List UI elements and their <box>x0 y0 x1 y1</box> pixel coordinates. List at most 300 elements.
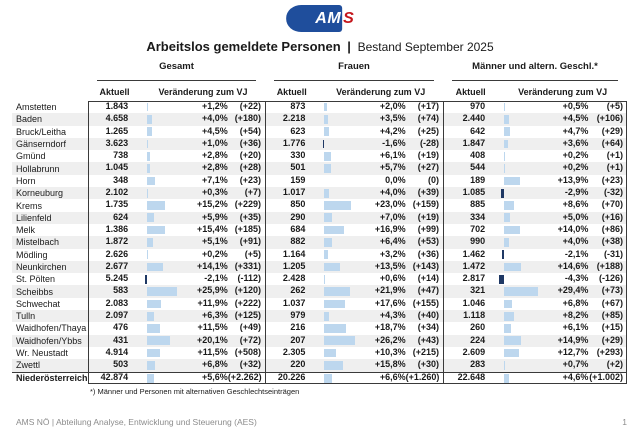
abs-change-maenner: (+1.002) <box>589 372 623 383</box>
databar-icon <box>504 361 505 370</box>
databar-cell <box>141 199 185 211</box>
abs-change-frauen: (+215) <box>412 346 439 357</box>
databar-icon <box>504 140 508 149</box>
sub-header-row <box>12 83 627 101</box>
databar-icon <box>504 103 505 112</box>
page-title-subtitle: Bestand September 2025 <box>357 40 494 54</box>
value-frauen: 2.305 <box>282 346 306 357</box>
value-frauen: 20.226 <box>277 372 306 383</box>
value-maenner: 321 <box>470 285 486 296</box>
cell-group-gesamt <box>88 101 265 113</box>
databar-cell <box>318 175 363 187</box>
cell-group-gesamt <box>88 285 265 297</box>
col-header-veraenderung: Veränderung zum VJ <box>336 87 426 97</box>
databar-icon <box>324 287 349 296</box>
abs-change-gesamt: (+35) <box>239 211 261 222</box>
databar-icon <box>147 140 148 149</box>
databar-cell <box>141 224 185 236</box>
value-maenner: 2.440 <box>462 113 486 124</box>
group-header-frauen <box>265 61 443 83</box>
cell-group-frauen <box>265 335 443 347</box>
pct-change-gesamt: +6,8% <box>202 359 228 370</box>
value-maenner: 283 <box>470 359 486 370</box>
pct-change-maenner: +5,0% <box>562 211 589 222</box>
value-frauen: 207 <box>290 334 306 345</box>
table-row <box>12 372 627 384</box>
databar-icon <box>504 263 521 272</box>
databar-icon <box>324 152 331 161</box>
databar-cell <box>498 335 544 347</box>
abs-change-frauen: (+17) <box>417 101 439 111</box>
databar-cell <box>141 310 185 322</box>
pct-change-maenner: +29,4% <box>557 285 589 296</box>
value-frauen: 684 <box>290 223 306 234</box>
databar-icon <box>323 140 325 149</box>
footer-page-number: 1 <box>622 417 627 427</box>
databar-icon <box>324 189 329 198</box>
databar-icon <box>504 336 521 345</box>
databar-cell <box>141 187 185 199</box>
databar-icon <box>324 336 354 345</box>
cell-group-gesamt <box>88 162 265 174</box>
value-frauen: 2.428 <box>282 273 306 284</box>
databar-icon <box>324 349 336 358</box>
cell-group-gesamt <box>88 249 265 261</box>
pct-change-maenner: +6,1% <box>562 322 589 333</box>
databar-icon <box>501 189 504 198</box>
value-maenner: 260 <box>470 322 486 333</box>
value-frauen: 216 <box>290 322 306 333</box>
value-gesamt: 1.386 <box>105 223 129 234</box>
pct-change-gesamt: +4,0% <box>202 113 228 124</box>
sub-header-gesamt <box>88 87 265 97</box>
databar-cell <box>141 101 185 113</box>
pct-change-maenner: +8,2% <box>562 310 589 321</box>
databar-icon <box>147 103 148 112</box>
databar-cell <box>318 347 363 359</box>
col-header-veraenderung: Veränderung zum VJ <box>158 87 248 97</box>
pct-change-frauen: +7,0% <box>379 211 406 222</box>
pct-change-frauen: +3,5% <box>379 113 406 124</box>
abs-change-gesamt: (+180) <box>234 113 261 124</box>
pct-change-frauen: +2,0% <box>379 101 406 111</box>
databar-icon <box>504 201 514 210</box>
databar-cell <box>498 187 544 199</box>
databar-icon <box>504 312 513 321</box>
pct-change-maenner: +4,0% <box>562 236 589 247</box>
value-frauen: 1.205 <box>282 260 306 271</box>
pct-change-gesamt: +15,2% <box>197 199 228 210</box>
table-row <box>12 273 627 285</box>
pct-change-maenner: +14,6% <box>557 260 589 271</box>
value-gesamt: 348 <box>113 174 129 185</box>
table-row <box>12 138 627 150</box>
abs-change-gesamt: (+28) <box>239 162 261 173</box>
pct-change-frauen: +23,0% <box>374 199 406 210</box>
table-row <box>12 359 627 371</box>
databar-cell <box>498 224 544 236</box>
pct-change-gesamt: -2,1% <box>204 273 228 284</box>
pct-change-frauen: +15,8% <box>374 359 406 370</box>
value-maenner: 970 <box>470 101 486 111</box>
district-label: Scheibbs <box>16 286 54 297</box>
table-row <box>12 224 627 236</box>
value-frauen: 873 <box>290 101 306 111</box>
abs-change-frauen: (+19) <box>417 150 439 161</box>
databar-icon <box>147 213 154 222</box>
cell-group-maenner <box>443 138 627 150</box>
abs-change-frauen: (+143) <box>412 260 439 271</box>
table-row <box>12 335 627 347</box>
pct-change-maenner: +14,0% <box>557 223 589 234</box>
value-maenner: 990 <box>470 236 486 247</box>
databar-icon <box>147 177 155 186</box>
cell-group-gesamt <box>88 199 265 211</box>
cell-group-maenner <box>443 347 627 359</box>
table-row <box>12 249 627 261</box>
value-gesamt: 1.843 <box>105 101 129 111</box>
district-label: Neunkirchen <box>16 262 67 272</box>
pct-change-frauen: +10,3% <box>374 346 406 357</box>
cell-group-maenner <box>443 126 627 138</box>
footnote: *) Männer und Personen mit alternativen Geschlechtseinträgen <box>90 386 300 396</box>
databar-cell <box>141 285 185 297</box>
pct-change-frauen: +6,1% <box>379 150 406 161</box>
cell-group-frauen <box>265 101 443 113</box>
value-maenner: 22.648 <box>457 372 486 383</box>
value-frauen: 882 <box>290 236 306 247</box>
district-label: Krems <box>16 200 43 211</box>
databar-cell <box>141 113 185 125</box>
pct-change-gesamt: +20,1% <box>197 334 228 345</box>
abs-change-gesamt: (+7) <box>244 187 261 198</box>
value-frauen: 1.776 <box>282 137 306 148</box>
databar-cell <box>141 273 185 285</box>
table-row <box>12 187 627 199</box>
databar-cell <box>498 101 544 113</box>
page-title-separator: | <box>347 39 351 54</box>
cell-group-gesamt <box>88 298 265 310</box>
value-maenner: 2.609 <box>462 346 486 357</box>
cell-group-gesamt <box>88 138 265 150</box>
databar-icon <box>504 177 520 186</box>
databar-cell <box>318 126 363 138</box>
databar-icon <box>324 324 346 333</box>
cell-group-gesamt <box>88 261 265 273</box>
value-gesamt: 1.045 <box>105 162 129 173</box>
value-frauen: 623 <box>290 125 306 136</box>
cell-group-gesamt <box>88 212 265 224</box>
district-label: Gmünd <box>16 151 46 162</box>
cell-group-maenner <box>443 261 627 273</box>
table-sheet <box>12 61 627 396</box>
databar-icon <box>324 103 326 112</box>
value-frauen: 850 <box>290 199 306 210</box>
cell-group-frauen <box>265 126 443 138</box>
cell-group-gesamt <box>88 359 265 371</box>
value-gesamt: 3.623 <box>105 137 129 148</box>
databar-cell <box>498 347 544 359</box>
databar-cell <box>141 126 185 138</box>
abs-change-frauen: (+14) <box>417 273 439 284</box>
value-maenner: 189 <box>470 174 486 185</box>
abs-change-frauen: (+19) <box>417 211 439 222</box>
cell-group-maenner <box>443 298 627 310</box>
cell-group-frauen <box>265 212 443 224</box>
table-row <box>12 212 627 224</box>
pct-change-maenner: +0,7% <box>562 359 589 370</box>
abs-change-gesamt: (+222) <box>234 297 261 308</box>
databar-icon <box>147 226 165 235</box>
pct-change-gesamt: +0,2% <box>202 248 228 259</box>
databar-icon <box>324 115 328 124</box>
cell-group-gesamt <box>88 175 265 187</box>
table-row <box>12 126 627 138</box>
pct-change-frauen: +4,0% <box>379 187 406 198</box>
pct-change-gesamt: +5,6% <box>202 372 228 383</box>
district-label: Waidhofen/Ybbs <box>16 335 82 346</box>
databar-cell <box>318 212 363 224</box>
cell-group-maenner <box>443 249 627 261</box>
value-maenner: 334 <box>470 211 486 222</box>
cell-group-maenner <box>443 372 627 384</box>
pct-change-gesamt: +2,8% <box>202 162 228 173</box>
footer-department: AMS NÖ | Abteilung Analyse, Entwicklung und Steuerung (AES) <box>16 417 257 427</box>
table-body <box>12 101 627 384</box>
pct-change-gesamt: +14,1% <box>197 260 228 271</box>
cell-group-maenner <box>443 285 627 297</box>
abs-change-maenner: (+67) <box>601 297 623 308</box>
databar-cell <box>318 101 363 113</box>
cell-group-maenner <box>443 212 627 224</box>
pct-change-maenner: -2,1% <box>564 248 589 259</box>
value-frauen: 979 <box>290 310 306 321</box>
abs-change-maenner: (+188) <box>596 260 623 271</box>
cell-group-gesamt <box>88 187 265 199</box>
databar-icon <box>147 300 161 309</box>
district-label: Amstetten <box>16 102 57 113</box>
cell-group-gesamt <box>88 310 265 322</box>
group-header-gesamt-label: Gesamt <box>97 61 256 81</box>
abs-change-gesamt: (+22) <box>239 101 261 111</box>
pct-change-gesamt: +2,8% <box>202 150 228 161</box>
pct-change-frauen: +6,6% <box>379 372 406 383</box>
table-row <box>12 347 627 359</box>
value-frauen: 501 <box>290 162 306 173</box>
abs-change-gesamt: (+91) <box>239 236 261 247</box>
abs-change-gesamt: (+20) <box>239 150 261 161</box>
value-gesamt: 5.245 <box>105 273 129 284</box>
databar-cell <box>318 236 363 248</box>
abs-change-frauen: (-28) <box>419 137 439 148</box>
sub-header-maenner <box>443 87 627 97</box>
pct-change-frauen: +18,7% <box>374 322 406 333</box>
value-maenner: 1.085 <box>462 187 486 198</box>
abs-change-gesamt: (+54) <box>239 125 261 136</box>
value-gesamt: 624 <box>113 211 129 222</box>
table-row <box>12 101 627 113</box>
abs-change-maenner: (+29) <box>601 334 623 345</box>
databar-cell <box>141 335 185 347</box>
pct-change-frauen: +4,3% <box>379 310 406 321</box>
databar-icon <box>504 374 509 383</box>
databar-icon <box>504 226 520 235</box>
value-gesamt: 1.872 <box>105 236 129 247</box>
pct-change-frauen: +16,9% <box>374 223 406 234</box>
value-maenner: 1.118 <box>463 310 486 321</box>
pct-change-gesamt: +7,1% <box>202 174 228 185</box>
databar-cell <box>141 359 185 371</box>
abs-change-gesamt: (+125) <box>234 310 261 321</box>
databar-cell <box>498 372 544 384</box>
databar-cell <box>141 175 185 187</box>
databar-cell <box>318 249 363 261</box>
value-frauen: 290 <box>290 211 306 222</box>
databar-cell <box>498 113 544 125</box>
abs-change-maenner: (+64) <box>601 137 623 148</box>
cell-group-gesamt <box>88 126 265 138</box>
databar-cell <box>498 175 544 187</box>
value-gesamt: 503 <box>113 359 129 370</box>
databar-cell <box>141 150 185 162</box>
cell-group-frauen <box>265 298 443 310</box>
cell-group-maenner <box>443 175 627 187</box>
table-row <box>12 236 627 248</box>
databar-icon <box>324 164 331 173</box>
cell-group-gesamt <box>88 113 265 125</box>
databar-cell <box>141 212 185 224</box>
pct-change-gesamt: +5,1% <box>202 236 228 247</box>
abs-change-frauen: (+34) <box>417 322 439 333</box>
ams-logo-am-text: AM <box>315 9 342 27</box>
table-row <box>12 150 627 162</box>
cell-group-gesamt <box>88 335 265 347</box>
value-gesamt: 738 <box>113 150 129 161</box>
value-gesamt: 2.097 <box>105 310 129 321</box>
pct-change-frauen: +21,9% <box>374 285 406 296</box>
databar-icon <box>324 361 342 370</box>
pct-change-frauen: +17,6% <box>374 297 406 308</box>
value-frauen: 1.164 <box>282 248 306 259</box>
ams-logo-s-text: S <box>343 9 354 27</box>
databar-icon <box>324 374 332 383</box>
group-header-maenner <box>443 61 627 83</box>
databar-icon <box>147 312 154 321</box>
abs-change-gesamt: (+36) <box>239 137 261 148</box>
databar-cell <box>498 285 544 297</box>
col-header-aktuell: Aktuell <box>455 87 486 97</box>
databar-icon <box>324 201 350 210</box>
abs-change-maenner: (-32) <box>603 187 623 198</box>
cell-group-maenner <box>443 236 627 248</box>
databar-cell <box>141 322 185 334</box>
cell-group-frauen <box>265 359 443 371</box>
cell-group-maenner <box>443 150 627 162</box>
pct-change-maenner: +0,5% <box>562 101 589 111</box>
databar-cell <box>318 113 363 125</box>
abs-change-frauen: (+43) <box>417 334 439 345</box>
sub-header-frauen <box>265 87 443 97</box>
value-gesamt: 476 <box>113 322 129 333</box>
databar-cell <box>498 249 544 261</box>
databar-cell <box>141 298 185 310</box>
databar-cell <box>318 322 363 334</box>
databar-cell <box>498 298 544 310</box>
pct-change-frauen: +0,6% <box>379 273 406 284</box>
databar-cell <box>498 150 544 162</box>
databar-icon <box>147 374 153 383</box>
cell-group-gesamt <box>88 347 265 359</box>
cell-group-gesamt <box>88 236 265 248</box>
abs-change-maenner: (+86) <box>601 223 623 234</box>
cell-group-frauen <box>265 273 443 285</box>
databar-cell <box>498 212 544 224</box>
databar-cell <box>141 236 185 248</box>
cell-group-frauen <box>265 322 443 334</box>
databar-icon <box>324 127 329 136</box>
pct-change-frauen: +6,4% <box>379 236 406 247</box>
district-label: Wr. Neustadt <box>16 348 68 359</box>
table-row <box>12 261 627 273</box>
databar-cell <box>318 150 363 162</box>
pct-change-gesamt: +11,5% <box>197 322 228 333</box>
value-frauen: 2.218 <box>282 113 306 124</box>
district-label: Waidhofen/Thaya <box>16 323 87 334</box>
databar-icon <box>504 213 510 222</box>
pct-change-gesamt: +11,5% <box>197 346 228 357</box>
databar-icon <box>147 361 155 370</box>
databar-cell <box>498 273 544 285</box>
district-label: St. Pölten <box>16 274 56 285</box>
col-header-veraenderung: Veränderung zum VJ <box>518 87 608 97</box>
group-header-row <box>12 61 627 83</box>
abs-change-maenner: (+106) <box>596 113 623 124</box>
abs-change-maenner: (+15) <box>601 322 623 333</box>
ams-logo <box>286 5 354 32</box>
page-title <box>0 39 640 54</box>
abs-change-maenner: (+38) <box>601 236 623 247</box>
abs-change-frauen: (+159) <box>412 199 439 210</box>
databar-cell <box>318 162 363 174</box>
databar-icon <box>147 263 163 272</box>
pct-change-maenner: +0,2% <box>562 150 589 161</box>
cell-group-gesamt <box>88 150 265 162</box>
abs-change-gesamt: (+32) <box>239 359 261 370</box>
databar-cell <box>141 372 185 384</box>
cell-group-frauen <box>265 372 443 384</box>
pct-change-frauen: +5,7% <box>379 162 406 173</box>
abs-change-gesamt: (+508) <box>234 346 261 357</box>
pct-change-maenner: +0,2% <box>562 162 589 173</box>
cell-group-maenner <box>443 162 627 174</box>
pct-change-maenner: +8,6% <box>562 199 589 210</box>
pct-change-maenner: +13,9% <box>557 174 589 185</box>
abs-change-gesamt: (+229) <box>234 199 261 210</box>
value-maenner: 408 <box>470 150 486 161</box>
abs-change-frauen: (+99) <box>417 223 439 234</box>
abs-change-gesamt: (+5) <box>244 248 261 259</box>
abs-change-gesamt: (+2.262) <box>227 372 262 383</box>
abs-change-maenner: (+70) <box>601 199 623 210</box>
databar-icon <box>504 324 511 333</box>
table-row <box>12 310 627 322</box>
table-row <box>12 162 627 174</box>
databar-icon <box>504 238 509 247</box>
abs-change-gesamt: (+331) <box>234 260 261 271</box>
value-maenner: 1.847 <box>462 137 486 148</box>
databar-cell <box>318 372 363 384</box>
value-gesamt: 2.083 <box>105 297 129 308</box>
